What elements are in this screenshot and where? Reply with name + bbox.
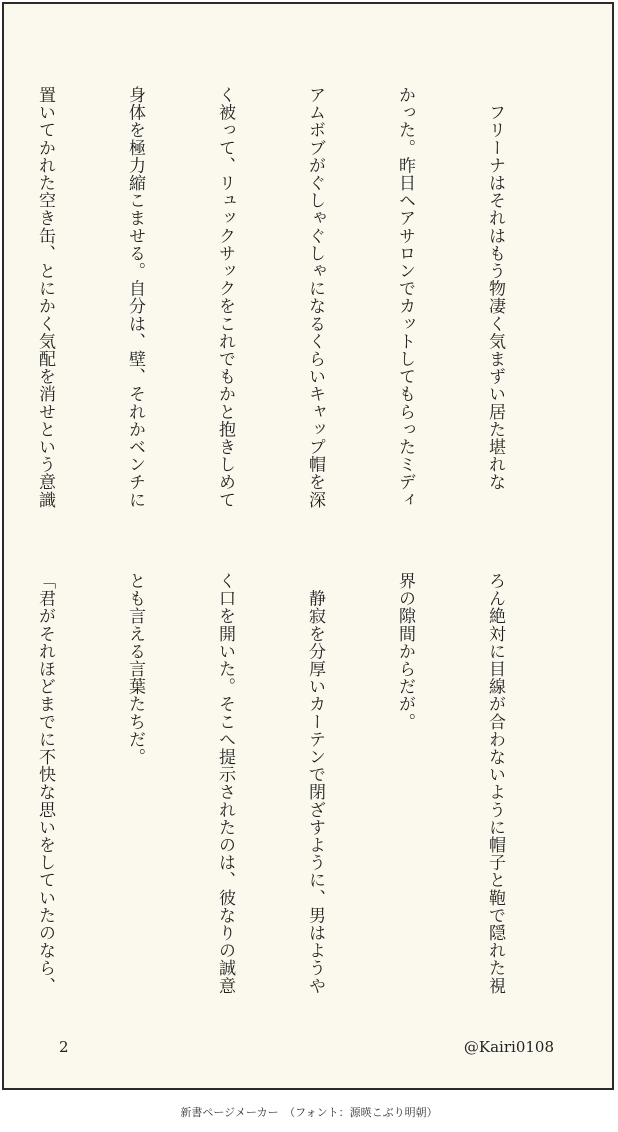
footer-caption: 新書ページメーカー （フォント：源暎こぶり明朝） — [180, 1106, 438, 1119]
text-line: く被って、リュックサックをこれでもかと抱きしめて — [215, 86, 235, 509]
text-line: かった。昨日ヘアサロンでカットしてもらったミディ — [395, 86, 415, 509]
text-line: 界の隙間からだが。 — [395, 572, 415, 731]
page-number: 2 — [59, 1038, 69, 1056]
lower-text-block — [2, 572, 570, 1012]
text-line: アムボブがぐしゃぐしゃになるくらいキャップ帽を深 — [305, 86, 325, 509]
text-line: 身体を極力縮こませる。自分は、壁、それかベンチに — [125, 86, 145, 509]
upper-text-block — [2, 86, 570, 526]
author-handle: @Kairi0108 — [463, 1038, 554, 1056]
text-line: フリーナはそれはもう物凄く気まずい居た堪れな — [485, 86, 505, 491]
text-line: く口を開いた。そこへ提示されたのは、彼なりの誠意 — [215, 572, 235, 995]
text-line: 置いてかれた空き缶、とにかく気配を消せという意識 — [35, 86, 55, 509]
novel-page — [2, 2, 614, 1090]
text-line: 「君がそれほどまでに不快な思いをしていたのなら、 — [35, 572, 55, 995]
text-line: とも言える言葉たちだ。 — [125, 572, 145, 766]
text-line: 静寂を分厚いカーテンで閉ざすように、男はようや — [305, 572, 325, 995]
text-line: ろん絶対に目線が合わないように帽子と鞄で隠れた視 — [485, 572, 505, 995]
